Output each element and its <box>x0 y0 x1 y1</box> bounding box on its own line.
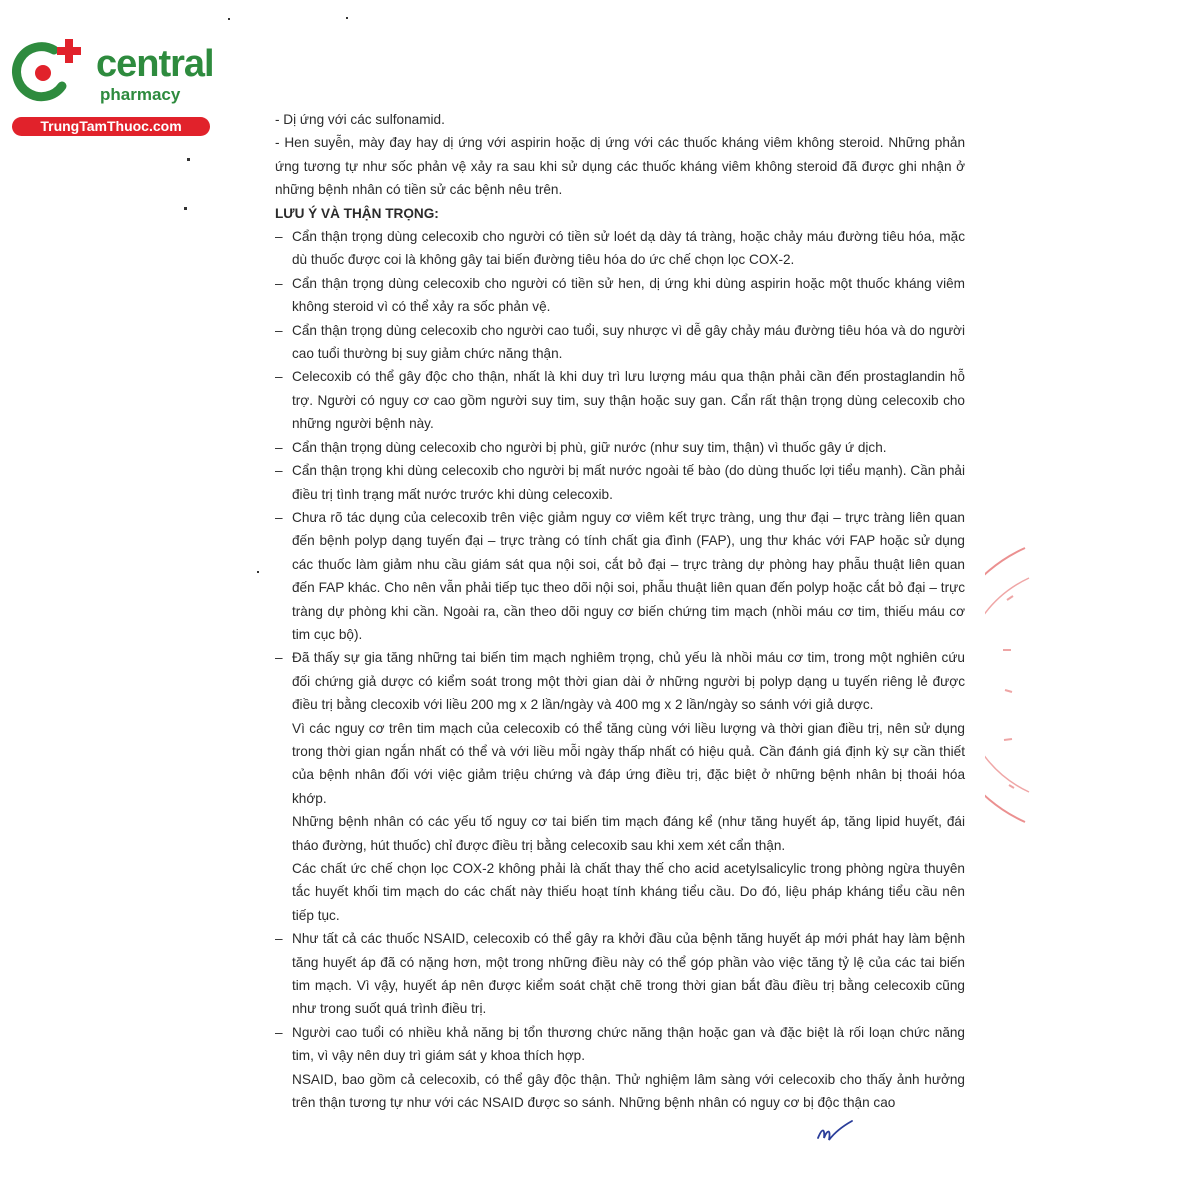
list-item-text: Đã thấy sự gia tăng những tai biến tim mạch nghiêm trọng, chủ yếu là nhồi máu cơ tim, trong một nghiên cứu đối chứng giả dược có kiểm soát trong một thời gian dài ở những người bị polyp dạng u tuyến riêng lẻ được điều trị bằng clecoxib với liều 200 mg x 2 lần/ngày và 400 mg x 2 lần/ngày so sánh với giả dược. <box>292 650 965 713</box>
list-item <box>275 319 965 366</box>
dash-bullet: – <box>275 509 283 525</box>
list-item <box>275 436 965 459</box>
intro-line: - Hen suyễn, mày đay hay dị ứng với aspirin hoặc dị ứng với các thuốc kháng viêm không steroid. Những phản ứng tương tự như sốc phản vệ xảy ra sau khi sử dụng các thuốc kháng viêm không steroid đã được ghi nhận ở những bệnh nhân có tiền sử các bệnh nêu trên. <box>275 135 965 198</box>
list-item-text: Cẩn thận trọng khi dùng celecoxib cho người bị mất nước ngoài tế bào (do dùng thuốc lợi tiểu mạnh). Cần phải điều trị tình trạng mất nước trước khi dùng celecoxib. <box>292 463 965 502</box>
brand-subtitle: pharmacy <box>100 85 181 104</box>
dash-bullet: – <box>275 931 283 947</box>
list-item <box>275 927 965 1021</box>
paragraph: NSAID, bao gồm cả celecoxib, có thể gây độc thận. Thử nghiệm lâm sàng với celecoxib cho thấy ảnh hưởng trên thận tương tự như với các NSAID được so sánh. Những bệnh nhân có nguy cơ bị độc thận cao <box>292 1071 965 1111</box>
list-item <box>275 506 965 646</box>
intro-line: - Dị ứng với các sulfonamid. <box>275 112 445 127</box>
dash-bullet: – <box>275 1024 283 1040</box>
dash-bullet: – <box>275 439 283 455</box>
list-item-text: Chưa rõ tác dụng của celecoxib trên việc giảm nguy cơ viêm kết trực tràng, ung thư đại – trực tràng liên quan đến bệnh polyp dạng tuyến đại – trực tràng có tính chất gia đình (FAP), ung thư khác với FAP hoặc sử dụng các thuốc làm giảm nhu cầu giám sát qua nội soi, cắt bỏ đại – trực tràng dự phòng hay phẫu thuật liên quan đến FAP khác. Cho nên vẫn phải tiếp tục theo dõi nội soi, phẫu thuật liên quan đến polyp hoặc cắt bỏ đại – trực tràng dự phòng khi cần. Ngoài ra, cần theo dõi nguy cơ biến chứng tim mạch (nhồi máu cơ tim, thiếu máu cơ tim cục bộ). <box>292 509 965 642</box>
dash-bullet: – <box>275 650 283 666</box>
scan-speck <box>346 17 348 19</box>
scan-speck <box>228 18 230 20</box>
red-seal-stamp-icon <box>985 540 1030 830</box>
scan-speck <box>187 158 190 161</box>
document-body <box>275 108 965 1114</box>
list-item <box>275 365 965 435</box>
list-item <box>275 272 965 319</box>
list-item-text: Celecoxib có thể gây độc cho thận, nhất là khi duy trì lưu lượng máu qua thận phải cần đến prostaglandin hỗ trợ. Người có nguy cơ cao gồm người suy tim, suy thận hoặc suy gan. Cẩn rất thận trọng dùng celecoxib cho những người bệnh này. <box>292 369 965 432</box>
scan-speck <box>257 571 259 573</box>
paragraph: Những bệnh nhân có các yếu tố nguy cơ tai biến tim mạch đáng kể (như tăng huyết áp, tăng lipid huyết, đái tháo đường, hút thuốc) chỉ được điều trị bằng celecoxib sau khi xem xét cẩn thận. <box>292 814 965 853</box>
list-item <box>275 459 965 506</box>
list-item <box>275 1021 965 1068</box>
dash-bullet: – <box>275 275 283 291</box>
list-item-text: Cẩn thận trọng dùng celecoxib cho người có tiền sử hen, dị ứng khi dùng aspirin hoặc một thuốc kháng viêm không steroid vì có thể xảy ra sốc phản vệ. <box>292 275 965 315</box>
brand-website[interactable]: TrungTamThuoc.com <box>12 117 210 136</box>
scan-speck <box>184 207 187 210</box>
list-item-text: Cẩn thận trọng dùng celecoxib cho người cao tuổi, suy nhược vì dễ gây chảy máu đường tiêu hóa và do người cao tuổi thường bị suy giảm chức năng thận. <box>292 322 965 362</box>
central-pharmacy-logo-icon <box>10 36 90 104</box>
section-heading: LƯU Ý VÀ THẬN TRỌNG: <box>275 205 439 221</box>
paragraph: Vì các nguy cơ trên tim mạch của celecoxib có thể tăng cùng với liều lượng và thời gian điều trị, nên sử dụng trong thời gian ngắn nhất có thể và với liều mỗi ngày thấp nhất có hiệu quả. Cần đánh giá định kỳ sự cần thiết của bệnh nhân đối với việc giảm triệu chứng và đáp ứng điều trị, đặc biệt ở những bệnh nhân bị thoái hóa khớp. <box>292 720 965 806</box>
list-item-text: Cẩn thận trọng dùng celecoxib cho người bị phù, giữ nước (như suy tim, thận) vì thuốc gây ứ dịch. <box>292 439 887 455</box>
list-item-text: Cẩn thận trọng dùng celecoxib cho người có tiền sử loét dạ dày tá tràng, hoặc chảy máu đường tiêu hóa, mặc dù thuốc được coi là không gây tai biến đường tiêu hóa do ức chế chọn lọc COX-2. <box>292 229 965 268</box>
brand-logo[interactable] <box>10 36 215 136</box>
dash-bullet: – <box>275 463 283 479</box>
brand-name: central <box>96 43 214 85</box>
list-item <box>275 646 965 716</box>
list-item <box>275 225 965 272</box>
dash-bullet: – <box>275 369 283 385</box>
list-item-text: Như tất cả các thuốc NSAID, celecoxib có thể gây ra khởi đầu của bệnh tăng huyết áp mới phát hay làm bệnh tăng huyết áp đã có nặng hơn, một trong những điều này có thể góp phần vào việc tăng tỷ lệ của các tai biến tim mạch. Vì vậy, huyết áp nên được kiểm soát chặt chẽ trong thời gian bắt đầu điều trị bằng celecoxib cũng như trong suốt quá trình điều trị. <box>292 931 965 1017</box>
paragraph: Các chất ức chế chọn lọc COX-2 không phải là chất thay thế cho acid acetylsalicylic trong phòng ngừa thuyên tắc huyết khối tim mạch do các chất này thiếu hoạt tính kháng tiểu cầu. Do đó, liệu pháp kháng tiểu cầu nên tiếp tục. <box>292 861 965 923</box>
signature-icon <box>815 1118 855 1144</box>
list-item-text: Người cao tuổi có nhiều khả năng bị tổn thương chức năng thận hoặc gan và đặc biệt là rối loạn chức năng tim, vì vậy nên duy trì giám sát y khoa thích hợp. <box>292 1024 965 1064</box>
dash-bullet: – <box>275 229 283 245</box>
dash-bullet: – <box>275 322 283 338</box>
